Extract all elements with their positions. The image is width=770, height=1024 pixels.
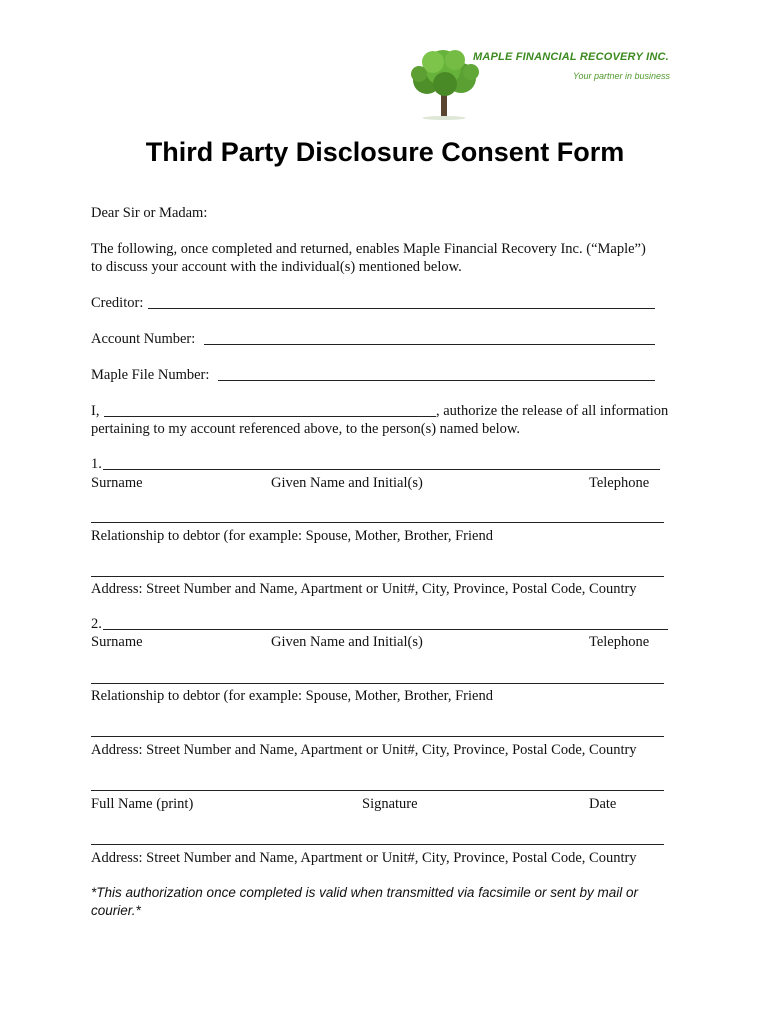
authorization-suffix: , authorize the release of all information bbox=[436, 403, 669, 419]
person-2-address-label: Address: Street Number and Name, Apartment or Unit#, City, Province, Postal Code, Country bbox=[91, 742, 637, 758]
creditor-label: Creditor: bbox=[91, 295, 144, 311]
intro-line-1: The following, once completed and returned, enables Maple Financial Recovery Inc. (“Maple”) bbox=[91, 241, 646, 257]
footer-note-line-1: *This authorization once completed is valid when transmitted via facsimile or sent by mail or bbox=[91, 885, 638, 900]
creditor-field[interactable] bbox=[148, 308, 655, 309]
person-2-number: 2. bbox=[91, 616, 102, 632]
person-1-address-label: Address: Street Number and Name, Apartment or Unit#, City, Province, Postal Code, Country bbox=[91, 581, 637, 597]
person-2-given-name-label: Given Name and Initial(s) bbox=[271, 634, 423, 650]
authorization-line-2: pertaining to my account referenced above, to the person(s) named below. bbox=[91, 421, 521, 437]
person-2-telephone-label: Telephone bbox=[589, 634, 650, 650]
signer-address-field[interactable] bbox=[91, 844, 664, 845]
signature-label: Signature bbox=[362, 796, 418, 812]
company-name: MAPLE FINANCIAL RECOVERY INC. bbox=[473, 51, 669, 63]
signature-line-field[interactable] bbox=[91, 790, 664, 791]
footer-note-line-2: courier.* bbox=[91, 903, 141, 918]
account-number-label: Account Number: bbox=[91, 331, 196, 347]
intro-line-2: to discuss your account with the individual(s) mentioned below. bbox=[91, 259, 462, 275]
authorization-prefix: I, bbox=[91, 403, 100, 419]
page-title: Third Party Disclosure Consent Form bbox=[145, 137, 625, 167]
person-1-address-field[interactable] bbox=[91, 576, 664, 577]
signer-address-label: Address: Street Number and Name, Apartment or Unit#, City, Province, Postal Code, Country bbox=[91, 850, 637, 866]
salutation: Dear Sir or Madam: bbox=[91, 205, 208, 221]
authorizing-name-field[interactable] bbox=[104, 416, 436, 417]
person-2-surname-label: Surname bbox=[91, 634, 143, 650]
person-1-telephone-label: Telephone bbox=[589, 475, 650, 491]
company-tagline: Your partner in business bbox=[573, 71, 671, 81]
person-2-name-field[interactable] bbox=[103, 629, 668, 630]
person-1-given-name-label: Given Name and Initial(s) bbox=[271, 475, 423, 491]
person-1-relationship-field[interactable] bbox=[91, 522, 664, 523]
person-2-relationship-label: Relationship to debtor (for example: Spouse, Mother, Brother, Friend bbox=[91, 688, 493, 704]
maple-file-number-label: Maple File Number: bbox=[91, 367, 210, 383]
person-1-surname-label: Surname bbox=[91, 475, 143, 491]
person-1-number: 1. bbox=[91, 456, 102, 472]
date-label: Date bbox=[589, 796, 617, 812]
person-2-address-field[interactable] bbox=[91, 736, 664, 737]
account-number-field[interactable] bbox=[204, 344, 655, 345]
person-1-relationship-label: Relationship to debtor (for example: Spouse, Mother, Brother, Friend bbox=[91, 528, 493, 544]
person-2-relationship-field[interactable] bbox=[91, 683, 664, 684]
person-1-name-field[interactable] bbox=[103, 469, 660, 470]
full-name-label: Full Name (print) bbox=[91, 796, 194, 812]
maple-file-number-field[interactable] bbox=[218, 380, 655, 381]
tree-logo-icon bbox=[405, 46, 483, 120]
